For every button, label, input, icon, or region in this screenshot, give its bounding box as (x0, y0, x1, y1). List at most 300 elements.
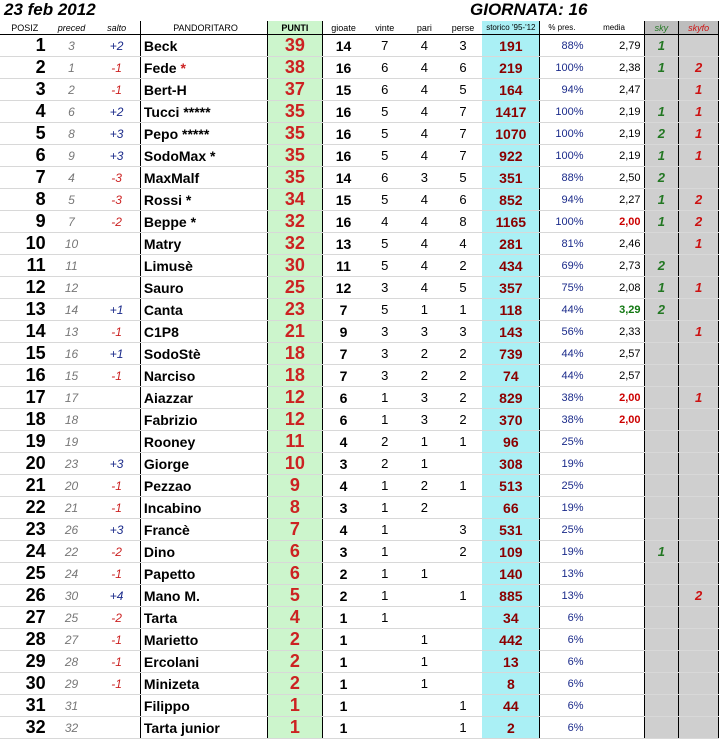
vinte-cell (364, 651, 405, 673)
name-cell (140, 497, 267, 519)
preced-cell: 7 (50, 211, 94, 233)
vinte-cell (364, 673, 405, 695)
media-cell: 2,00 (588, 211, 644, 233)
giocate-cell: 4 (322, 431, 364, 453)
pari-cell: 1 (405, 629, 444, 651)
col-header-storico: storico '95-'12 (482, 21, 539, 35)
storico-cell: 922 (482, 145, 539, 167)
storico-cell: 96 (482, 431, 539, 453)
pari-cell: 4 (405, 57, 444, 79)
storico-cell: 513 (482, 475, 539, 497)
col-header-punti: PUNTI (268, 21, 323, 35)
preced-cell: 20 (50, 475, 94, 497)
standings-table (0, 21, 719, 739)
pres-cell: 44% (540, 299, 588, 321)
pres-cell: 56% (540, 321, 588, 343)
salto-cell: +3 (93, 145, 140, 167)
perse-cell (444, 563, 483, 585)
table-row (0, 35, 719, 57)
table-row (0, 519, 719, 541)
skyfo-cell: 1 (679, 321, 719, 343)
media-cell: 3,29 (588, 299, 644, 321)
position-cell: 28 (0, 629, 50, 651)
perse-cell: 4 (444, 233, 483, 255)
name-cell (140, 299, 267, 321)
position-cell: 7 (0, 167, 50, 189)
salto-cell: -1 (93, 57, 140, 79)
pari-cell (405, 607, 444, 629)
vinte-cell: 2 (364, 431, 405, 453)
perse-cell: 2 (444, 365, 483, 387)
giocate-cell: 13 (322, 233, 364, 255)
storico-cell: 140 (482, 563, 539, 585)
preced-cell: 15 (50, 365, 94, 387)
pari-cell: 1 (405, 673, 444, 695)
salto-cell (93, 409, 140, 431)
pari-cell (405, 717, 444, 739)
position-cell: 19 (0, 431, 50, 453)
giocate-cell: 1 (322, 695, 364, 717)
pari-cell: 4 (405, 123, 444, 145)
skyfo-cell: 1 (679, 101, 719, 123)
pres-cell: 75% (540, 277, 588, 299)
storico-cell: 109 (482, 541, 539, 563)
name-cell (140, 673, 267, 695)
punti-cell: 5 (268, 585, 323, 607)
perse-cell: 1 (444, 431, 483, 453)
position-cell: 24 (0, 541, 50, 563)
player-name: Fabrizio (143, 411, 198, 428)
table-row (0, 497, 719, 519)
storico-cell: 1165 (482, 211, 539, 233)
vinte-cell: 5 (364, 299, 405, 321)
giocate-cell: 7 (322, 365, 364, 387)
salto-cell: -3 (93, 167, 140, 189)
media-cell: 2,19 (588, 101, 644, 123)
col-header-giocate: gioate (322, 21, 364, 35)
salto-cell: -2 (93, 607, 140, 629)
perse-cell: 6 (444, 189, 483, 211)
pari-cell: 1 (405, 431, 444, 453)
name-cell (140, 343, 267, 365)
player-name: Tucci ***** (143, 103, 211, 120)
storico-cell: 143 (482, 321, 539, 343)
star-marker: * (180, 59, 186, 76)
name-cell (140, 651, 267, 673)
position-cell: 13 (0, 299, 50, 321)
giocate-cell: 16 (322, 101, 364, 123)
position-cell: 31 (0, 695, 50, 717)
pari-cell: 2 (405, 475, 444, 497)
pres-cell: 25% (540, 475, 588, 497)
pari-cell: 4 (405, 79, 444, 101)
salto-cell: -1 (93, 673, 140, 695)
player-name: MaxMalf (143, 169, 200, 186)
pari-cell: 3 (405, 387, 444, 409)
position-cell: 26 (0, 585, 50, 607)
media-cell: 2,47 (588, 79, 644, 101)
skyfo-cell (679, 563, 719, 585)
player-name: Ercolani (143, 653, 200, 670)
giocate-cell: 16 (322, 57, 364, 79)
table-row (0, 717, 719, 739)
vinte-cell: 1 (364, 409, 405, 431)
col-header-vinte: vinte (364, 21, 405, 35)
perse-cell: 2 (444, 409, 483, 431)
salto-cell (93, 717, 140, 739)
name-cell (140, 79, 267, 101)
table-row (0, 563, 719, 585)
skyfo-cell: 2 (679, 585, 719, 607)
name-cell (140, 35, 267, 57)
position-cell: 6 (0, 145, 50, 167)
name-cell (140, 519, 267, 541)
pari-cell: 4 (405, 101, 444, 123)
sky-cell (644, 431, 679, 453)
sky-cell (644, 519, 679, 541)
media-cell: 2,57 (588, 343, 644, 365)
media-cell (588, 651, 644, 673)
player-name: SodoStè (143, 345, 201, 362)
salto-cell: -1 (93, 365, 140, 387)
pari-cell: 4 (405, 145, 444, 167)
salto-cell: -1 (93, 321, 140, 343)
perse-cell: 7 (444, 101, 483, 123)
perse-cell (444, 651, 483, 673)
col-header-perse: perse (444, 21, 483, 35)
player-name: Tarta (143, 609, 178, 626)
storico-cell: 434 (482, 255, 539, 277)
sky-cell: 1 (644, 189, 679, 211)
pari-cell: 4 (405, 255, 444, 277)
salto-cell: -2 (93, 211, 140, 233)
giocate-cell: 1 (322, 629, 364, 651)
pres-cell: 94% (540, 79, 588, 101)
perse-cell (444, 453, 483, 475)
pari-cell: 1 (405, 651, 444, 673)
name-cell (140, 255, 267, 277)
table-row (0, 233, 719, 255)
storico-cell: 13 (482, 651, 539, 673)
storico-cell: 885 (482, 585, 539, 607)
salto-cell: +1 (93, 299, 140, 321)
name-cell (140, 189, 267, 211)
preced-cell: 28 (50, 651, 94, 673)
sky-cell (644, 453, 679, 475)
player-name: Beck (143, 37, 178, 54)
pres-cell: 13% (540, 585, 588, 607)
preced-cell: 13 (50, 321, 94, 343)
vinte-cell: 1 (364, 475, 405, 497)
skyfo-cell: 2 (679, 57, 719, 79)
salto-cell: +3 (93, 123, 140, 145)
salto-cell (93, 387, 140, 409)
storico-cell: 281 (482, 233, 539, 255)
sky-cell: 2 (644, 255, 679, 277)
storico-cell: 118 (482, 299, 539, 321)
position-cell: 16 (0, 365, 50, 387)
pres-cell: 69% (540, 255, 588, 277)
media-cell (588, 475, 644, 497)
sky-cell (644, 409, 679, 431)
table-row (0, 255, 719, 277)
vinte-cell: 1 (364, 563, 405, 585)
salto-cell: +3 (93, 453, 140, 475)
giocate-cell: 4 (322, 519, 364, 541)
media-cell: 2,00 (588, 387, 644, 409)
pres-cell: 100% (540, 211, 588, 233)
position-cell: 30 (0, 673, 50, 695)
vinte-cell: 6 (364, 79, 405, 101)
player-name: Giorge (143, 455, 190, 472)
perse-cell: 1 (444, 299, 483, 321)
media-cell (588, 519, 644, 541)
skyfo-cell: 1 (679, 123, 719, 145)
table-body (0, 35, 719, 739)
giocate-cell: 6 (322, 387, 364, 409)
pari-cell (405, 585, 444, 607)
preced-cell: 8 (50, 123, 94, 145)
vinte-cell: 6 (364, 167, 405, 189)
table-row (0, 167, 719, 189)
punti-cell: 1 (268, 717, 323, 739)
sky-cell (644, 629, 679, 651)
skyfo-cell (679, 629, 719, 651)
giocate-cell: 2 (322, 563, 364, 585)
media-cell: 2,33 (588, 321, 644, 343)
position-cell: 4 (0, 101, 50, 123)
col-header-skyfo: skyfo (679, 21, 719, 35)
punti-cell: 4 (268, 607, 323, 629)
name-cell (140, 431, 267, 453)
col-header-pres: % pres. (540, 21, 588, 35)
perse-cell: 5 (444, 167, 483, 189)
perse-cell (444, 607, 483, 629)
media-cell: 2,38 (588, 57, 644, 79)
punti-cell: 35 (268, 145, 323, 167)
skyfo-cell (679, 607, 719, 629)
table-row (0, 475, 719, 497)
preced-cell: 30 (50, 585, 94, 607)
name-cell (140, 541, 267, 563)
preced-cell: 23 (50, 453, 94, 475)
skyfo-cell (679, 299, 719, 321)
punti-cell: 21 (268, 321, 323, 343)
skyfo-cell (679, 475, 719, 497)
pres-cell: 6% (540, 651, 588, 673)
vinte-cell: 6 (364, 57, 405, 79)
preced-cell: 24 (50, 563, 94, 585)
name-cell (140, 167, 267, 189)
sky-cell (644, 563, 679, 585)
perse-cell: 3 (444, 35, 483, 57)
table-row (0, 145, 719, 167)
giocate-cell: 1 (322, 673, 364, 695)
storico-cell: 852 (482, 189, 539, 211)
storico-cell: 351 (482, 167, 539, 189)
storico-cell: 191 (482, 35, 539, 57)
giocate-cell: 1 (322, 717, 364, 739)
player-name: Rooney (143, 433, 196, 450)
sky-cell: 1 (644, 57, 679, 79)
skyfo-cell: 1 (679, 233, 719, 255)
salto-cell: -1 (93, 651, 140, 673)
pari-cell: 4 (405, 233, 444, 255)
storico-cell: 531 (482, 519, 539, 541)
punti-cell: 37 (268, 79, 323, 101)
name-cell (140, 101, 267, 123)
position-cell: 21 (0, 475, 50, 497)
pres-cell: 44% (540, 365, 588, 387)
storico-cell: 44 (482, 695, 539, 717)
pari-cell: 4 (405, 189, 444, 211)
salto-cell (93, 255, 140, 277)
col-header-salto: salto (93, 21, 140, 35)
perse-cell: 2 (444, 255, 483, 277)
name-cell (140, 365, 267, 387)
player-name: Sauro (143, 279, 184, 296)
salto-cell: -3 (93, 189, 140, 211)
table-row (0, 585, 719, 607)
pres-cell: 44% (540, 343, 588, 365)
skyfo-cell (679, 519, 719, 541)
table-row (0, 101, 719, 123)
position-cell: 12 (0, 277, 50, 299)
col-header-sky: sky (644, 21, 679, 35)
punti-cell: 10 (268, 453, 323, 475)
sky-cell (644, 497, 679, 519)
pres-cell: 38% (540, 387, 588, 409)
table-row (0, 453, 719, 475)
vinte-cell: 3 (364, 277, 405, 299)
name-cell (140, 717, 267, 739)
media-cell (588, 431, 644, 453)
player-name: Pezzao (143, 477, 192, 494)
media-cell (588, 453, 644, 475)
skyfo-cell (679, 453, 719, 475)
giocate-cell: 15 (322, 79, 364, 101)
sky-cell: 1 (644, 211, 679, 233)
table-row (0, 321, 719, 343)
col-header-name: PANDORITARO (140, 21, 267, 35)
vinte-cell: 3 (364, 343, 405, 365)
perse-cell: 1 (444, 717, 483, 739)
punti-cell: 35 (268, 167, 323, 189)
table-row (0, 673, 719, 695)
preced-cell: 2 (50, 79, 94, 101)
skyfo-cell (679, 651, 719, 673)
vinte-cell: 5 (364, 233, 405, 255)
col-header-preced: preced (50, 21, 94, 35)
skyfo-cell (679, 541, 719, 563)
storico-cell: 74 (482, 365, 539, 387)
sky-cell: 1 (644, 35, 679, 57)
player-name: Mano M. (143, 587, 200, 604)
preced-cell: 16 (50, 343, 94, 365)
giocate-cell: 3 (322, 497, 364, 519)
giocate-cell: 1 (322, 651, 364, 673)
date-title: 23 feb 2012 (4, 0, 96, 19)
pari-cell: 4 (405, 35, 444, 57)
punti-cell: 35 (268, 101, 323, 123)
perse-cell: 5 (444, 277, 483, 299)
punti-cell: 2 (268, 673, 323, 695)
name-cell (140, 211, 267, 233)
pres-cell: 19% (540, 541, 588, 563)
punti-cell: 30 (268, 255, 323, 277)
skyfo-cell (679, 431, 719, 453)
preced-cell: 25 (50, 607, 94, 629)
player-name: Aiazzar (143, 389, 193, 406)
preced-cell: 6 (50, 101, 94, 123)
punti-cell: 6 (268, 541, 323, 563)
sky-cell: 2 (644, 299, 679, 321)
skyfo-cell (679, 343, 719, 365)
sky-cell: 1 (644, 101, 679, 123)
punti-cell: 25 (268, 277, 323, 299)
pres-cell: 81% (540, 233, 588, 255)
position-cell: 9 (0, 211, 50, 233)
preced-cell: 31 (50, 695, 94, 717)
sky-cell (644, 365, 679, 387)
table-row (0, 387, 719, 409)
name-cell (140, 563, 267, 585)
pres-cell: 6% (540, 629, 588, 651)
salto-cell: -1 (93, 497, 140, 519)
vinte-cell: 3 (364, 365, 405, 387)
preced-cell: 32 (50, 717, 94, 739)
skyfo-cell (679, 717, 719, 739)
preced-cell: 21 (50, 497, 94, 519)
player-name: Incabino (143, 499, 202, 516)
salto-cell: +3 (93, 519, 140, 541)
preced-cell: 5 (50, 189, 94, 211)
storico-cell: 1417 (482, 101, 539, 123)
giocate-cell: 1 (322, 607, 364, 629)
perse-cell: 2 (444, 387, 483, 409)
pres-cell: 19% (540, 453, 588, 475)
media-cell (588, 629, 644, 651)
position-cell: 8 (0, 189, 50, 211)
storico-cell: 1070 (482, 123, 539, 145)
punti-cell: 6 (268, 563, 323, 585)
skyfo-cell: 1 (679, 387, 719, 409)
giocate-cell: 6 (322, 409, 364, 431)
pres-cell: 100% (540, 57, 588, 79)
giocate-cell: 2 (322, 585, 364, 607)
punti-cell: 11 (268, 431, 323, 453)
name-cell (140, 409, 267, 431)
sky-cell (644, 717, 679, 739)
vinte-cell: 4 (364, 211, 405, 233)
perse-cell (444, 673, 483, 695)
name-cell (140, 145, 267, 167)
salto-cell: +4 (93, 585, 140, 607)
pres-cell: 6% (540, 695, 588, 717)
table-row (0, 123, 719, 145)
name-cell (140, 57, 267, 79)
media-cell (588, 541, 644, 563)
header (0, 0, 719, 22)
salto-cell (93, 277, 140, 299)
sky-cell: 2 (644, 123, 679, 145)
position-cell: 32 (0, 717, 50, 739)
skyfo-cell (679, 255, 719, 277)
giocate-cell: 15 (322, 189, 364, 211)
player-name: Dino (143, 543, 176, 560)
preced-cell: 4 (50, 167, 94, 189)
preced-cell: 19 (50, 431, 94, 453)
